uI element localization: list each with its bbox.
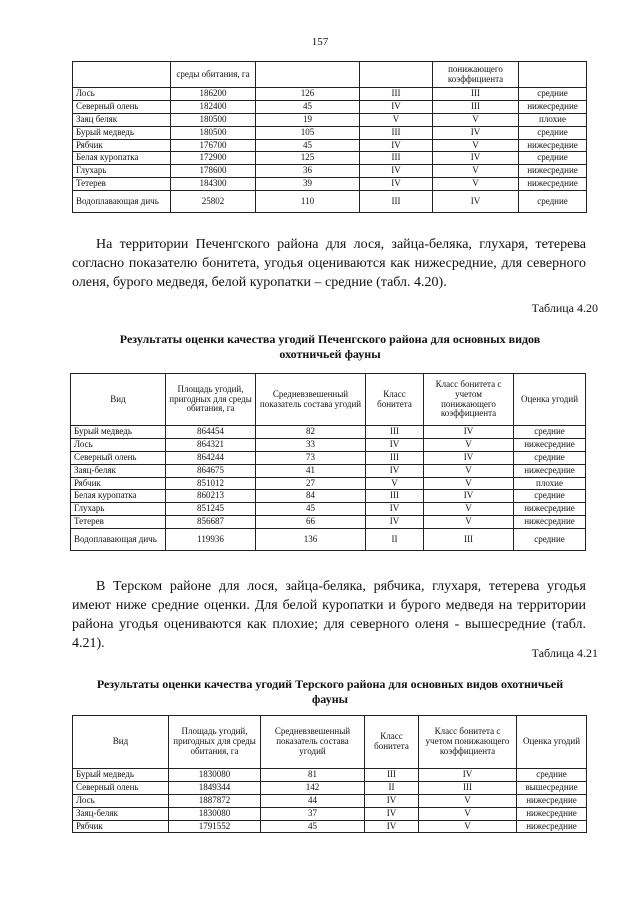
value-cell: средние [517,769,587,782]
table-row [73,769,587,782]
value-cell: V [424,477,514,490]
table3-caption: Таблица 4.21 [531,646,598,660]
value-cell: 126 [256,88,360,101]
value-cell: 864244 [166,451,256,464]
value-cell: IV [433,191,519,213]
value-cell: V [424,464,514,477]
table-row [73,781,587,794]
value-cell: 856687 [166,516,256,529]
value-cell: средние [519,191,587,213]
value-cell: 178600 [171,165,256,178]
value-cell: 136 [256,529,366,551]
value-cell: 180500 [171,126,256,139]
value-cell: 860213 [166,490,256,503]
species-cell: Северный олень [71,451,166,464]
value-cell: III [433,88,519,101]
value-cell: нижесредние [514,503,586,516]
page-number: 157 [311,36,329,48]
value-cell: 41 [256,464,366,477]
species-cell: Глухарь [71,503,166,516]
species-cell: Рябчик [71,477,166,490]
species-cell: Рябчик [73,139,171,152]
value-cell: средние [519,152,587,165]
value-cell: 27 [256,477,366,490]
species-cell: Северный олень [73,781,169,794]
table1-header-cell: среды обитания, га [171,62,256,88]
table1-header-cell [519,62,587,88]
table-row [73,113,587,126]
value-cell: 184300 [171,178,256,191]
value-cell: III [424,529,514,551]
table-row [71,516,586,529]
table-row [71,477,586,490]
value-cell: средние [514,490,586,503]
species-cell: Бурый медведь [73,769,169,782]
value-cell: плохие [514,477,586,490]
species-cell: Заяц-беляк [71,464,166,477]
value-cell: IV [424,426,514,439]
value-cell: IV [360,165,433,178]
value-cell: IV [360,100,433,113]
table-row [73,165,587,178]
value-cell: V [433,139,519,152]
value-cell: V [419,807,517,820]
table1-header-cell: понижающего коэффициента [433,62,519,88]
value-cell: 1791552 [169,820,261,833]
value-cell: 125 [256,152,360,165]
value-cell: V [424,503,514,516]
value-cell: V [366,477,424,490]
table-row [71,503,586,516]
value-cell: III [366,490,424,503]
value-cell: 180500 [171,113,256,126]
table1-header-cell [256,62,360,88]
value-cell: IV [433,126,519,139]
value-cell: IV [424,490,514,503]
species-cell: Бурый медведь [71,426,166,439]
value-cell: нижесредние [517,794,587,807]
table1-header-cell [360,62,433,88]
value-cell: средние [519,88,587,101]
table2-caption: Таблица 4.20 [531,301,598,315]
value-cell: III [419,781,517,794]
value-cell: III [433,100,519,113]
value-cell: 84 [256,490,366,503]
value-cell: II [365,781,419,794]
value-cell: 864454 [166,426,256,439]
value-cell: нижесредние [514,516,586,529]
species-cell: Белая куропатка [71,490,166,503]
value-cell: средние [519,126,587,139]
table3-title: Результаты оценки качества угодий Терского района для основных видов охотничьей фауны [96,677,564,706]
value-cell: 864675 [166,464,256,477]
table2-header-cell: Площадь угодий, пригодных для среды обитания, га [166,374,256,426]
table-row [73,794,587,807]
species-cell: Белая куропатка [73,152,171,165]
value-cell: 105 [256,126,360,139]
value-cell: V [433,178,519,191]
value-cell: V [360,113,433,126]
value-cell: 81 [261,769,365,782]
value-cell: IV [366,516,424,529]
value-cell: IV [433,152,519,165]
value-cell: IV [424,451,514,464]
value-cell: IV [419,769,517,782]
value-cell: 1830080 [169,807,261,820]
value-cell: III [360,88,433,101]
value-cell: нижесредние [517,807,587,820]
value-cell: средние [514,426,586,439]
value-cell: IV [365,807,419,820]
value-cell: III [366,426,424,439]
value-cell: 37 [261,807,365,820]
species-cell: Заяц-беляк [73,807,169,820]
value-cell: 864321 [166,438,256,451]
table-tersky [72,715,587,833]
value-cell: IV [365,820,419,833]
value-cell: 1830080 [169,769,261,782]
table3-header-cell: Площадь угодий, пригодных для среды обитания, га [169,716,261,769]
value-cell: 45 [256,100,360,113]
species-cell: Заяц беляк [73,113,171,126]
value-cell: IV [360,139,433,152]
species-cell: Тетерев [71,516,166,529]
value-cell: V [424,516,514,529]
species-cell: Северный олень [73,100,171,113]
value-cell: V [424,438,514,451]
value-cell: нижесредние [514,464,586,477]
table-row [73,807,587,820]
value-cell: 182400 [171,100,256,113]
species-cell: Лось [71,438,166,451]
table-row [73,191,587,213]
table-row [71,464,586,477]
value-cell: 39 [256,178,360,191]
value-cell: 82 [256,426,366,439]
value-cell: 44 [261,794,365,807]
value-cell: 25802 [171,191,256,213]
value-cell: 110 [256,191,360,213]
value-cell: II [366,529,424,551]
value-cell: III [360,126,433,139]
value-cell: III [360,191,433,213]
value-cell: V [433,113,519,126]
value-cell: 19 [256,113,360,126]
table-row [73,178,587,191]
table3-header-cell: Оценка угодий [517,716,587,769]
value-cell: IV [366,438,424,451]
table2-header-cell: Класс бонитета с учетом понижающего коэффициента [424,374,514,426]
table3-header-cell: Класс бонитета [365,716,419,769]
table2-title: Результаты оценки качества угодий Печенгского района для основных видов охотничьей фауны [119,332,541,361]
value-cell: 172900 [171,152,256,165]
value-cell: 73 [256,451,366,464]
value-cell: V [419,820,517,833]
table-continuation [72,61,587,213]
value-cell: 45 [261,820,365,833]
value-cell: IV [366,503,424,516]
table-row [71,438,586,451]
paragraph-tersky: В Терском районе для лося, зайца-беляка, рябчика, глухаря, тетерева угодья имеют ниже средние оценки. Для белой куропатки и бурого медведя на территории района угодья оцениваются как плохие; для северного оленя - вышесредние (табл. 4.21). [72,579,586,651]
value-cell: 142 [261,781,365,794]
table2-header-cell: Средневзвешенный показатель состава угодий [256,374,366,426]
value-cell: 45 [256,139,360,152]
table-row [73,126,587,139]
value-cell: нижесредние [519,165,587,178]
value-cell: средние [514,451,586,464]
value-cell: 176700 [171,139,256,152]
value-cell: нижесредние [517,820,587,833]
species-cell: Бурый медведь [73,126,171,139]
table-pechenga [70,373,586,551]
table-row [71,490,586,503]
value-cell: нижесредние [519,139,587,152]
value-cell: V [433,165,519,178]
value-cell: IV [365,794,419,807]
species-cell: Рябчик [73,820,169,833]
value-cell: IV [360,178,433,191]
value-cell: вышесредние [517,781,587,794]
table2-header-cell: Оценка угодий [514,374,586,426]
value-cell: 1887872 [169,794,261,807]
table-row [73,152,587,165]
value-cell: 851245 [166,503,256,516]
value-cell: нижесредние [514,438,586,451]
value-cell: средние [514,529,586,551]
table3-header-cell: Вид [73,716,169,769]
value-cell: 119936 [166,529,256,551]
value-cell: 45 [256,503,366,516]
table-row [73,139,587,152]
table3-header-cell: Класс бонитета с учетом понижающего коэффициента [419,716,517,769]
table-row [73,88,587,101]
table-row [71,451,586,464]
species-cell: Водоплавающая дичь [71,529,166,551]
species-cell: Лось [73,794,169,807]
species-cell: Лось [73,88,171,101]
value-cell: III [365,769,419,782]
species-cell: Тетерев [73,178,171,191]
value-cell: III [360,152,433,165]
table-row [73,820,587,833]
table-row [73,100,587,113]
value-cell: IV [366,464,424,477]
table-row [71,426,586,439]
value-cell: 36 [256,165,360,178]
value-cell: нижесредние [519,100,587,113]
species-cell: Глухарь [73,165,171,178]
table2-header-cell: Вид [71,374,166,426]
value-cell: нижесредние [519,178,587,191]
value-cell: 851012 [166,477,256,490]
value-cell: 1849344 [169,781,261,794]
value-cell: 186200 [171,88,256,101]
paragraph-pechenga: На территории Печенгского района для лося, зайца-беляка, глухаря, тетерева согласно показателю бонитета, угодья оцениваются как нижесредние, для северного оленя, бурого медведя, белой куропатки – средние (табл. 4.20). [72,237,586,290]
table2-header-cell: Класс бонитета [366,374,424,426]
value-cell: V [419,794,517,807]
value-cell: плохие [519,113,587,126]
species-cell: Водоплавающая дичь [73,191,171,213]
table3-header-cell: Средневзвешенный показатель состава угодий [261,716,365,769]
table-row [71,529,586,551]
value-cell: III [366,451,424,464]
value-cell: 33 [256,438,366,451]
table1-header-cell [73,62,171,88]
value-cell: 66 [256,516,366,529]
